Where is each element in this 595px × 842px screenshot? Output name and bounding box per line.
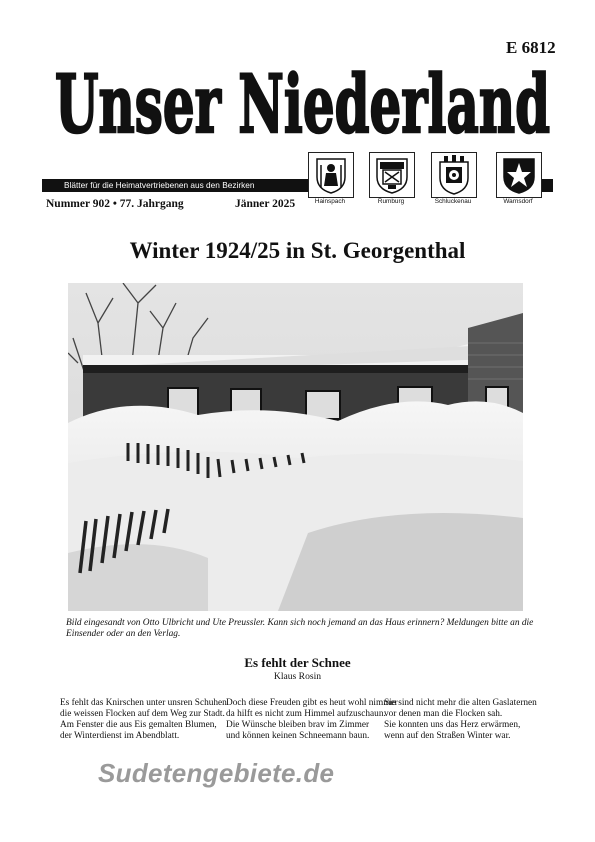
poem-line: Sie sind nicht mehr die alten Gaslaternen [384, 698, 537, 708]
crest-schluckenau-label: Schluckenau [434, 198, 472, 205]
poem-line: Die Wünsche bleiben brav im Zimmer [226, 720, 370, 730]
poem-line: Es fehlt das Knirschen unter unsren Schuhen [60, 698, 227, 708]
poem-stanza-3 [384, 698, 537, 742]
subtitle-bar [42, 179, 309, 192]
publication-code: E 6812 [506, 38, 556, 57]
poem-line: die weissen Flocken auf dem Weg zur Stadt. [60, 709, 225, 719]
crest-rumburg [367, 152, 415, 206]
poem-line: Am Fenster die aus Eis gemalten Blumen, [60, 720, 217, 730]
poem-line: vor denen man die Flocken sah. [384, 709, 503, 719]
photo-caption: Bild eingesandt von Otto Ulbricht und Ute Preussler. Kann sich noch jemand an das Haus erinnern? Meldungen bitte an die Einsender oder an den Verlag. [66, 618, 534, 639]
crest-warnsdorf [494, 152, 542, 206]
poem-author: Klaus Rosin [273, 671, 322, 682]
masthead-title [55, 62, 555, 142]
issue-date: Jänner 2025 [235, 198, 296, 210]
crest-warnsdorf-label: Warnsdorf [503, 198, 533, 205]
snowy-house-photo [68, 283, 523, 611]
poem-title: Es fehlt der Schnee [244, 655, 351, 670]
subtitle-text: Blätter für die Heimatvertriebenen aus den Bezirken [64, 180, 255, 190]
poem-stanza-1 [60, 698, 227, 742]
article-title: Winter 1924/25 in St. Georgenthal [129, 238, 466, 263]
crest-hainspach [306, 152, 354, 206]
poem-line: Sie konnten uns das Herz erwärmen, [384, 720, 521, 730]
crest-rumburg-label: Rumburg [377, 198, 405, 205]
issue-number: Nummer 902 • 77. Jahrgang [46, 198, 184, 210]
svg-text:Unser Niederland: Unser Niederland [55, 62, 550, 142]
crest-schluckenau-icon [431, 152, 477, 198]
poem-stanza-2 [226, 698, 398, 742]
poem-line: und können keinen Schneemann baun. [226, 731, 370, 741]
crest-schluckenau [429, 152, 477, 206]
crest-hainspach-icon [308, 152, 354, 198]
poem-line: da hilft es nicht zum Himmel aufzuschaun. [226, 709, 386, 719]
watermark: Sudetengebiete.de [98, 758, 335, 788]
crest-rumburg-icon [369, 152, 415, 198]
poem-line: der Winterdienst im Abendblatt. [60, 731, 180, 741]
poem-line: Doch diese Freuden gibt es heut wohl nimmer [226, 698, 398, 708]
crest-warnsdorf-icon [496, 152, 542, 198]
poem-line: wenn auf den Straßen Winter war. [384, 731, 511, 741]
crest-hainspach-label: Hainspach [314, 198, 346, 205]
